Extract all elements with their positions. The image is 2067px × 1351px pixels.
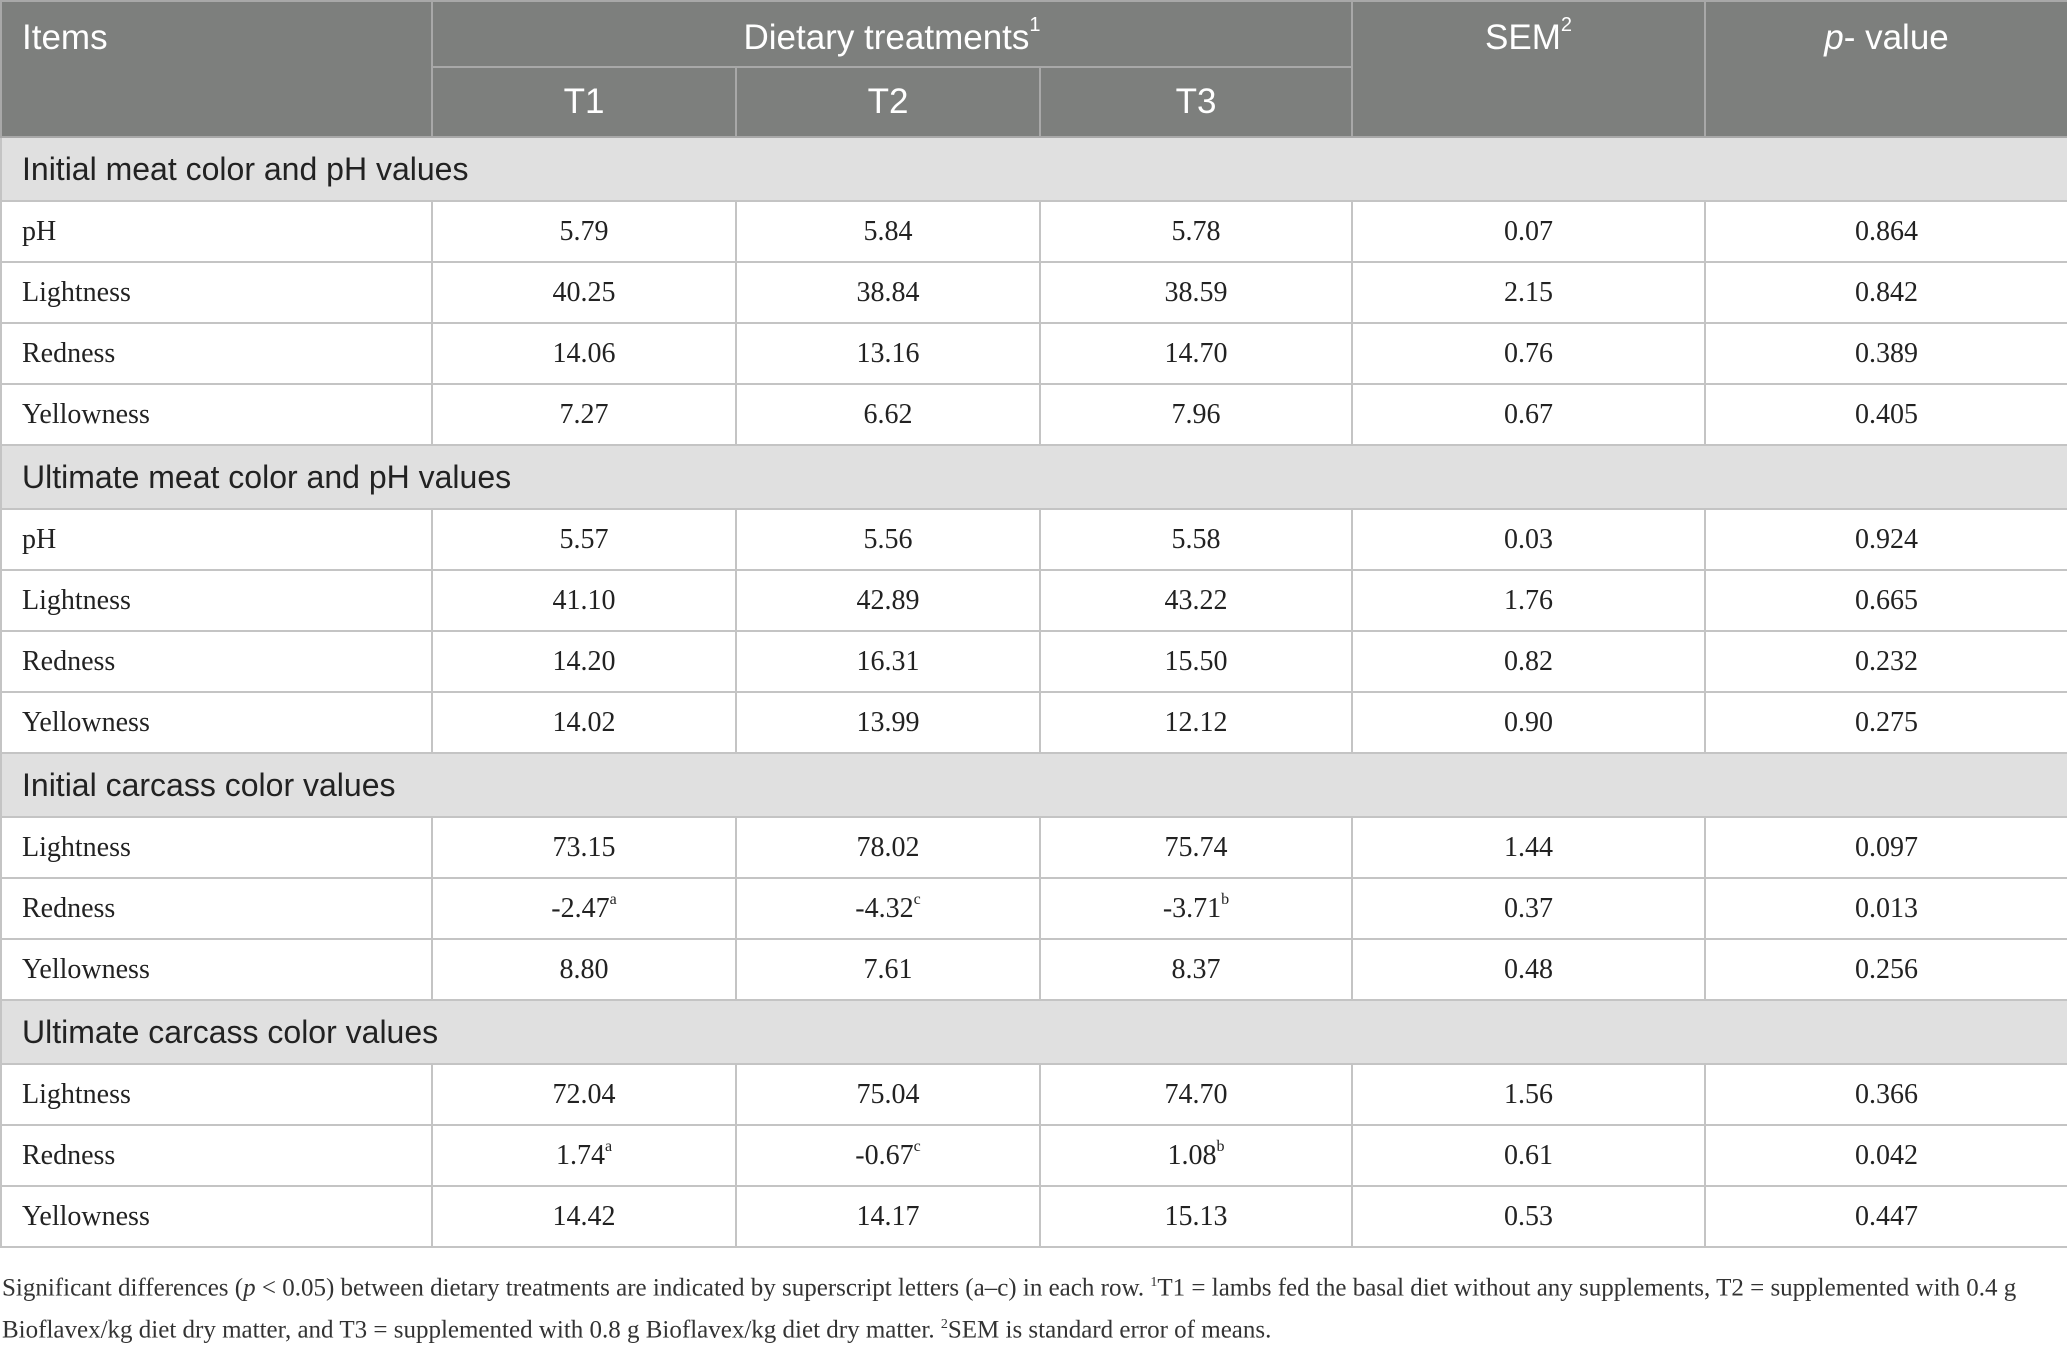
cell-value: 14.20 [552,645,616,677]
section-title: Ultimate carcass color values [1,1000,2067,1064]
table-cell [1705,509,2067,570]
section-row [1,753,2067,817]
header-sem: SEM$^2$ [1352,1,1705,137]
cell-value: -3.71 [1162,892,1222,924]
table-cell [1040,878,1352,939]
row-label: Yellowness [1,384,432,445]
row-label: Lightness [1,570,432,631]
cell-value: 0.53 [1504,1200,1553,1232]
table-cell [1040,323,1352,384]
table-cell [1040,1125,1352,1186]
table-cell [736,1186,1040,1247]
table-row [1,201,2067,262]
cell-value: 0.90 [1504,706,1553,738]
cell-value: 5.84 [863,215,913,247]
cell-value: 40.25 [552,276,616,308]
table-row [1,817,2067,878]
row-label: pH [1,509,432,570]
cell-value: 1.56 [1504,1078,1553,1110]
cell-value: 14.70 [1164,337,1228,369]
table-row [1,262,2067,323]
table-cell [736,201,1040,262]
cell-value: 5.56 [863,523,913,555]
cell-value: 8.37 [1171,953,1221,985]
table-cell [1040,570,1352,631]
cell-value: 14.02 [552,706,616,738]
table-cell [1352,939,1705,1000]
cell-value: 8.80 [559,953,609,985]
section-title: Ultimate meat color and pH values [1,445,2067,509]
table-cell [1705,817,2067,878]
cell-value: 0.924 [1855,523,1918,555]
table-cell [1040,817,1352,878]
table-cell [1705,631,2067,692]
table-cell [1352,817,1705,878]
row-label: Redness [1,878,432,939]
table-cell [1705,878,2067,939]
table-cell [1040,262,1352,323]
table-cell [1040,384,1352,445]
table-cell [736,1125,1040,1186]
row-label: Lightness [1,1064,432,1125]
cell-value: 1.08 [1167,1139,1217,1171]
cell-value: 0.842 [1855,276,1918,308]
table-cell [1705,1186,2067,1247]
sem-footnote-marker: 2 [1560,14,1572,36]
cell-value: 7.96 [1171,398,1221,430]
row-label: Yellowness [1,692,432,753]
table-cell [1705,262,2067,323]
table-cell [1705,939,2067,1000]
table-row [1,878,2067,939]
cell-value: 6.62 [863,398,913,430]
table-cell [432,631,736,692]
table-row [1,1064,2067,1125]
table-cell [1040,1186,1352,1247]
row-label: pH [1,201,432,262]
table-cell [1352,509,1705,570]
table-cell [1040,1064,1352,1125]
table-cell [736,509,1040,570]
table-row [1,509,2067,570]
cell-value: 41.10 [552,584,616,616]
table-cell [1705,692,2067,753]
cell-value: 0.864 [1855,215,1918,247]
cell-value: 0.275 [1855,706,1918,738]
cell-value: 14.42 [552,1200,616,1232]
section-row [1,445,2067,509]
table-cell [1040,631,1352,692]
row-label: Redness [1,323,432,384]
cell-value: 43.22 [1164,584,1228,616]
cell-value: 1.76 [1504,584,1553,616]
cell-value: 0.042 [1855,1139,1918,1171]
table-cell [432,262,736,323]
table-row [1,570,2067,631]
significance-letter: b [1221,890,1230,908]
cell-value: 72.04 [552,1078,616,1110]
row-label: Yellowness [1,939,432,1000]
table-cell [1705,201,2067,262]
table-cell [1705,323,2067,384]
header-p-value: p- value [1705,1,2067,137]
table-cell [1705,1125,2067,1186]
cell-value: 0.82 [1504,645,1553,677]
table-cell [432,1186,736,1247]
table-cell [736,323,1040,384]
table-cell [432,570,736,631]
table-row [1,323,2067,384]
table-row [1,631,2067,692]
cell-value: 5.79 [559,215,609,247]
table-row [1,939,2067,1000]
cell-value: 14.06 [552,337,616,369]
cell-value: 12.12 [1164,706,1228,738]
header-items: Items [1,1,432,137]
table-cell [736,878,1040,939]
cell-value: 5.58 [1171,523,1221,555]
table-cell [736,692,1040,753]
cell-value: 42.89 [856,584,920,616]
cell-value: 0.097 [1855,831,1918,863]
cell-value: 7.27 [559,398,609,430]
cell-value: -2.47 [551,892,610,924]
table-cell [736,631,1040,692]
cell-value: 38.84 [856,276,920,308]
table-cell [1040,939,1352,1000]
cell-value: 0.03 [1504,523,1553,555]
cell-value: 0.447 [1855,1200,1918,1232]
table-cell [736,384,1040,445]
dietary-footnote-marker: 1 [1029,14,1041,36]
cell-value: 0.389 [1855,337,1918,369]
cell-value: 15.50 [1164,645,1228,677]
cell-value: 13.99 [856,706,920,738]
significance-letter: c [913,890,921,908]
cell-value: 0.67 [1504,398,1553,430]
table-cell [432,878,736,939]
significance-letter: b [1216,1137,1225,1155]
cell-value: 0.256 [1855,953,1918,985]
table-cell [432,323,736,384]
cell-value: 14.17 [856,1200,920,1232]
cell-value: 74.70 [1164,1078,1228,1110]
cell-value: 2.15 [1504,276,1553,308]
significance-letter: a [609,890,617,908]
row-label: Redness [1,631,432,692]
cell-value: 0.232 [1855,645,1918,677]
table-cell [432,939,736,1000]
header-t2: T2 [736,67,1040,137]
row-label: Lightness [1,262,432,323]
cell-value: 15.13 [1164,1200,1228,1232]
section-row [1,1000,2067,1064]
table-cell [736,939,1040,1000]
table-cell [432,1125,736,1186]
table-cell [1352,878,1705,939]
header-t1: T1 [432,67,736,137]
table-footnote: Significant differences (p < 0.05) between dietary treatments are indicated by superscript letters (a–c) in each row. $^1$T1 = lambs fed the basal diet without any supplements, T2 = supplemented with 0.4 g Bioflavex/kg diet dry matter, and T3 = supplemented with 0.8 g Bioflavex/kg diet dry matter. $^2$SEM is standard error of means. [2,1274,2017,1344]
table-cell [1352,1125,1705,1186]
table-cell [1352,323,1705,384]
cell-value: 7.61 [863,953,913,985]
header-dietary-treatments: Dietary treatments$^1$ [432,1,1352,67]
cell-value: 0.07 [1504,215,1553,247]
table-cell [736,1064,1040,1125]
cell-value: 0.366 [1855,1078,1918,1110]
table-row [1,692,2067,753]
table-cell [1705,1064,2067,1125]
table-cell [1705,384,2067,445]
cell-value: 73.15 [552,831,616,863]
cell-value: 0.76 [1504,337,1553,369]
cell-value: 0.48 [1504,953,1553,985]
cell-value: -4.32 [855,892,914,924]
cell-value: 0.665 [1855,584,1918,616]
table-cell [432,509,736,570]
table-cell [1040,692,1352,753]
table-cell [1352,631,1705,692]
cell-value: -0.67 [855,1139,914,1171]
table-cell [1352,692,1705,753]
table-body [1,137,2067,1247]
table-cell [432,1064,736,1125]
table-cell [1040,201,1352,262]
table-cell [1352,201,1705,262]
cell-value: 13.16 [856,337,920,369]
row-label: Redness [1,1125,432,1186]
table-cell [1352,570,1705,631]
table-cell [1352,262,1705,323]
cell-value: 5.78 [1171,215,1221,247]
table-cell [432,201,736,262]
cell-value: 38.59 [1164,276,1228,308]
table-cell [432,384,736,445]
table-cell [432,817,736,878]
row-label: Yellowness [1,1186,432,1247]
significance-letter: a [604,1137,613,1155]
table-cell [432,692,736,753]
table-row [1,1186,2067,1247]
table-row [1,384,2067,445]
cell-value: 0.37 [1504,892,1553,924]
table-row [1,1125,2067,1186]
table-cell [1352,1186,1705,1247]
cell-value: 1.44 [1504,831,1553,863]
table-cell [1352,384,1705,445]
cell-value: 0.61 [1504,1139,1553,1171]
section-title: Initial meat color and pH values [1,137,2067,201]
significance-letter: c [913,1137,921,1155]
section-row [1,137,2067,201]
cell-value: 16.31 [856,645,920,677]
table-cell [736,817,1040,878]
cell-value: 1.74 [555,1139,605,1171]
cell-value: 78.02 [856,831,920,863]
table-cell [1705,570,2067,631]
cell-value: 0.405 [1855,398,1918,430]
section-title: Initial carcass color values [1,753,2067,817]
table-header [1,1,2067,137]
cell-value: 75.04 [856,1078,920,1110]
table-cell [736,262,1040,323]
cell-value: 75.74 [1164,831,1228,863]
cell-value: 0.013 [1855,892,1918,924]
table-cell [1352,1064,1705,1125]
table-cell [1040,509,1352,570]
row-label: Lightness [1,817,432,878]
header-t3: T3 [1040,67,1352,137]
cell-value: 5.57 [559,523,609,555]
table-cell [736,570,1040,631]
